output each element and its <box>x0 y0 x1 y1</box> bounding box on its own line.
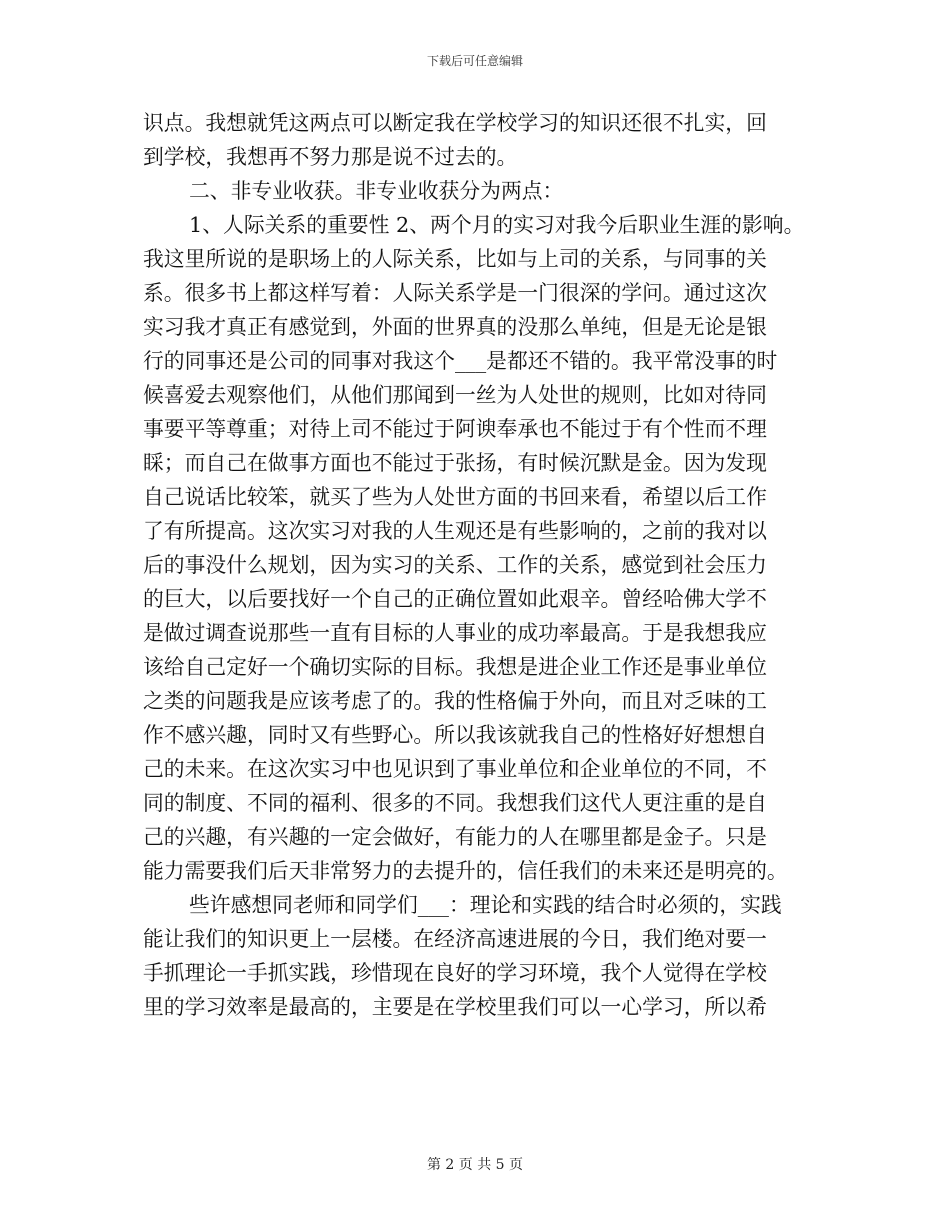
text-line: 候喜爱去观察他们，从他们那闻到一丝为人处世的规则，比如对待同 <box>143 383 767 407</box>
text-line: 了有所提高。这次实习对我的人生观还是有些影响的，之前的我对以 <box>143 519 767 543</box>
text-line: 系。很多书上都这样写着：人际关系学是一门很深的学问。通过这次 <box>143 281 767 305</box>
page-footer: 第 2 页 共 5 页 <box>426 1157 524 1173</box>
text-line: 该给自己定好一个确切实际的目标。我想是进企业工作还是事业单位 <box>143 655 767 679</box>
text-line: 的巨大，以后要找好一个自己的正确位置如此艰辛。曾经哈佛大学不 <box>143 587 767 611</box>
text-line: 到学校，我想再不努力那是说不过去的。 <box>143 145 518 169</box>
text-line: 己的兴趣，有兴趣的一定会做好，有能力的人在哪里都是金子。只是 <box>143 825 767 849</box>
text-line: 作不感兴趣，同时又有些野心。所以我该就我自己的性格好好想想自 <box>143 723 767 747</box>
text-line: 同的制度、不同的福利、很多的不同。我想我们这代人更注重的是自 <box>143 791 767 815</box>
text-line: 我这里所说的是职场上的人际关系，比如与上司的关系，与同事的关 <box>143 247 767 271</box>
text-line: 是做过调查说那些一直有目标的人事业的成功率最高。于是我想我应 <box>143 621 767 645</box>
section-heading: 二、非专业收获。非专业收获分为两点： <box>189 179 564 203</box>
text-line: 之类的问题我是应该考虑了的。我的性格偏于外向，而且对乏味的工 <box>143 689 767 713</box>
text-line: 自己说话比较笨，就买了些为人处世方面的书回来看，希望以后工作 <box>143 485 767 509</box>
text-line: 1、人际关系的重要性 2、两个月的实习对我今后职业生涯的影响。 <box>189 213 805 237</box>
text-line: 识点。我想就凭这两点可以断定我在学校学习的知识还很不扎实，回 <box>143 111 767 135</box>
page-header: 下载后可任意编辑 <box>426 54 523 68</box>
text-line: 些许感想同老师和同学们___：理论和实践的结合时必须的，实践 <box>189 893 782 917</box>
text-line: 后的事没什么规划，因为实习的关系、工作的关系，感觉到社会压力 <box>143 553 767 577</box>
document-body <box>143 106 811 1024</box>
text-line: 里的学习效率是最高的，主要是在学校里我们可以一心学习，所以希 <box>143 995 767 1019</box>
text-line: 行的同事还是公司的同事对我这个___是都还不错的。我平常没事的时 <box>143 349 778 373</box>
text-line: 己的未来。在这次实习中也见识到了事业单位和企业单位的不同，不 <box>143 757 767 781</box>
text-line: 实习我才真正有感觉到，外面的世界真的没那么单纯，但是无论是银 <box>143 315 767 339</box>
text-line: 睬；而自己在做事方面也不能过于张扬，有时候沉默是金。因为发现 <box>143 451 767 475</box>
text-line: 手抓理论一手抓实践，珍惜现在良好的学习环境，我个人觉得在学校 <box>143 961 767 985</box>
text-line: 能让我们的知识更上一层楼。在经济高速进展的今日，我们绝对要一 <box>143 927 767 951</box>
text-line: 能力需要我们后天非常努力的去提升的，信任我们的未来还是明亮的。 <box>143 859 788 883</box>
text-line: 事要平等尊重；对待上司不能过于阿谀奉承也不能过于有个性而不理 <box>143 417 767 441</box>
